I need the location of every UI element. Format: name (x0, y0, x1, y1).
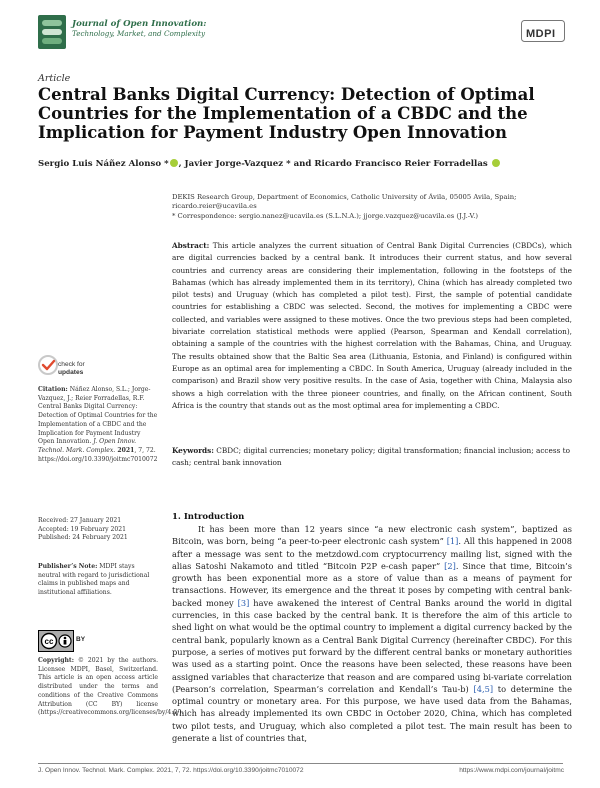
reference-link[interactable]: [1] (446, 536, 459, 547)
journal-name: Journal of Open Innovation: (72, 19, 207, 29)
date-accepted: Accepted: 19 February 2021 (38, 525, 127, 533)
introduction-paragraph: It has been more than 12 years since “a new electronic cash system”, baptized as Bitcoin, was born, being “a peer-to-peer electronic cash system” [1]. All this happened in 2008 after a message was sent to the metzdowd.com cryptocurrency mailing list, signed with the alias Satoshi Nakamoto and titled “Bitcoin P2P e-cash paper” [2]. Since that time, Bitcoin’s growth has been exponential more as a store of value than as a means of payment for transactions. However, its emergence and the threat it poses by competing with central bank-backed money [3] have awakened the interest of Central Banks around the world in digital currencies, in this case backed by the central bank. It is therefore the aim of this article to shed light on what would be the optimal country to implement a digital currency backed by the central bank, popularly known as a Central Bank Digital Currency (hereinafter CBDC). For this purpose, a series of motives put forward by the different central banks or monetary authorities was used as a starting point. Once the reasons have been selected, these reasons have been assigned variables that characterize that reason and are compared using bi-variate correlation (Pearson’s correlation, Spearman’s correlation and Kendall’s Tau-b) [4,5] to determine the optimal country or monetary area. For this purpose, we have used data from the Bahamas, which has already implemented its own CBDC in October 2020, China, which has completed two pilot tests, and Uruguay, which also completed a pilot test. The main result has been to generate a list of countries that, (172, 524, 573, 744)
reference-link[interactable]: [2] (444, 560, 456, 571)
publication-dates (38, 517, 158, 543)
abstract-label: Abstract: (172, 241, 210, 250)
footer-divider (38, 763, 563, 764)
authors (38, 159, 568, 169)
keywords-label: Keywords: (172, 446, 214, 455)
citation-label: Citation: (38, 386, 68, 393)
reference-link[interactable]: [3] (237, 597, 250, 608)
page-title: Central Banks Digital Currency: Detection of Optimal Countries for the Implementation of a CBDC and the Implication for Payment Industry Open Innovation (38, 85, 535, 142)
publisher-note: Publisher’s Note: MDPI stays neutral with regard to jurisdictional claims in published maps and institutional affiliations. (38, 563, 150, 597)
keywords (172, 445, 572, 470)
affiliation-line: DEKIS Research Group, Department of Economics, Catholic University of Ávila, 05005 Avila, Spain; (172, 193, 517, 201)
journal-title (72, 19, 292, 39)
license-badge-label: BY (76, 636, 86, 643)
citation: Citation: Náñez Alonso, S.L.; Jorge-Vazquez, J.; Reier Forradellas, R.F. Central Banks Digital Currency: Detection of Optimal Countries for the Implementation of a CBDC and the Implication for Payment Industry Open Innovation. J. Open Innov. Technol. Mark. Complex. 2021, 7, 72. https://doi.org/10.3390/joitmc7010072 (38, 386, 158, 463)
section-heading: 1. Introduction (172, 512, 245, 522)
footer-journal-link[interactable]: https://www.mdpi.com/journal/joitmc (459, 767, 564, 774)
date-published: Published: 24 February 2021 (38, 534, 128, 542)
orcid-icon[interactable] (492, 159, 500, 167)
reference-link[interactable]: [4,5] (473, 683, 494, 694)
abstract (172, 240, 572, 412)
date-received: Received: 27 January 2021 (38, 517, 122, 524)
journal-logo (38, 15, 66, 49)
correspondence: * Correspondence: sergio.nanez@ucavila.es (S.L.N.A.); jjorge.vazquez@ucavila.es (J.J.-V.) (172, 211, 479, 220)
article-type: Article (38, 73, 71, 84)
affiliation (172, 193, 572, 221)
affiliation-email: ricardo.reier@ucavila.es (172, 202, 257, 211)
author-1: Sergio Luis Náñez Alonso * (38, 159, 169, 169)
author-2-3: , Javier Jorge-Vazquez * and Ricardo Francisco Reier Forradellas (178, 159, 488, 169)
footer-citation: J. Open Innov. Technol. Mark. Complex. 2021, 7, 72. https://doi.org/10.3390/joitmc7010072 (38, 767, 304, 774)
publisher-name: MDPI (526, 28, 556, 40)
journal-subtitle: Technology, Market, and Complexity (72, 29, 206, 38)
check-for-updates[interactable]: check for updates (58, 361, 85, 376)
orcid-icon[interactable] (170, 159, 178, 167)
abstract-text: This article analyzes the current situation of Central Bank Digital Currencies (CBDCs), which are digital currencies backed by a central bank. It introduces their current status, and how several countries and currency areas are considering their implementation, following in the footsteps of the Bahamas (which has already implemented them in its territory), China (which has already completed two pilot tests) and Uruguay (which has completed a pilot test). First, the sample of potential candidate countries for establishing a CBDC was selected. Second, the motives for implementing a CBDC were collected, and variables were assigned to these motives. Once the two previous steps had been completed, bivariate correlation statistical methods were applied (Pearson, Spearman and Kendall correlation), obtaining a sample of the countries with the highest correlation with the Bahamas, China, and Uruguay. The results obtained show that the Baltic Sea area (Lithuania, Estonia, and Finland) is configured within Europe as an optimal area for implementing a CBDC. In South America, Uruguay (already included in the comparison) and Brazil show very positive results. In the case of Asia, together with China, Malaysia also shows a high correlation with the three pioneer countries, and finally, on the African continent, South Africa is the country that stands out as the most optimal area for implementing a CBDC. (172, 241, 572, 410)
svg-text:cc: cc (44, 637, 54, 646)
keywords-text: CBDC; digital currencies; monetary policy; digital transformation; financial inclusion; access to cash; central bank innovation (172, 446, 570, 468)
creative-commons-icon[interactable] (38, 630, 74, 652)
copyright: Copyright: © 2021 by the authors. Licensee MDPI, Basel, Switzerland. This article is an open access article distributed under the terms and conditions of the Creative Commons Attribution (CC BY) license (https://creativecommons.org/licenses/by/4.0/). (38, 657, 184, 717)
